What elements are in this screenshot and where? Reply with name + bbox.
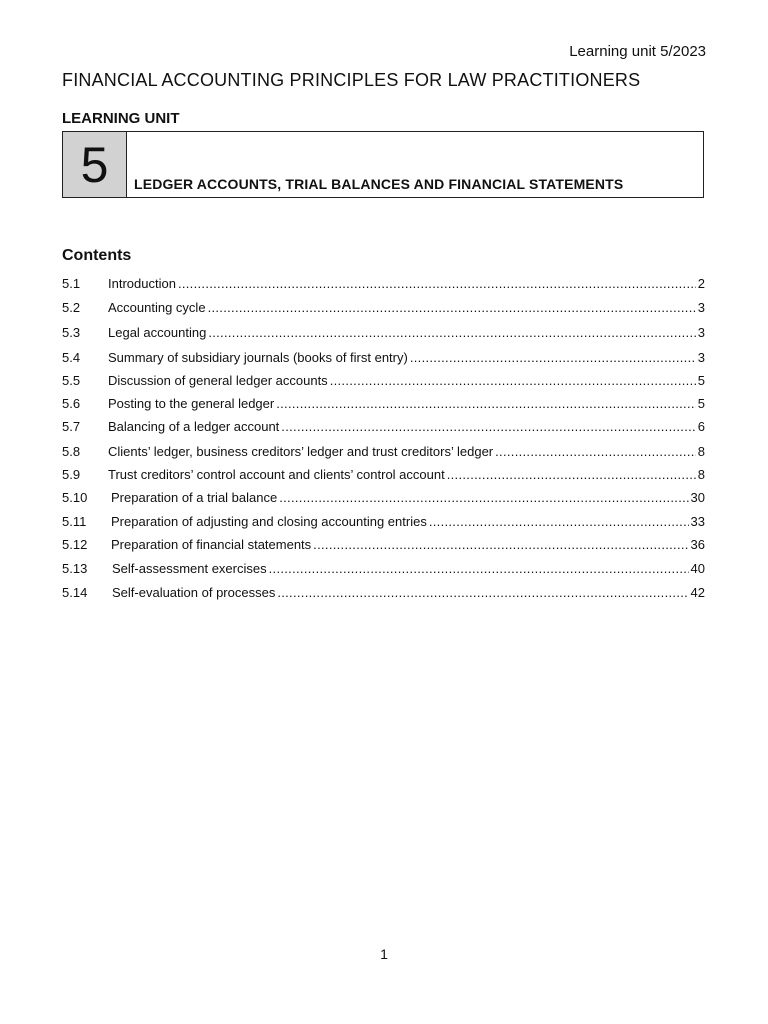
unit-reference: Learning unit 5/2023 [569, 43, 706, 60]
toc-leader [269, 560, 689, 578]
toc-text: Self-assessment exercises [112, 561, 267, 576]
toc-text: Preparation of adjusting and closing accounting entries [111, 514, 427, 529]
toc-number: 5.13 [62, 561, 88, 576]
toc-entry[interactable] [62, 372, 705, 390]
toc-number: 5.2 [62, 300, 81, 315]
toc-entry[interactable] [62, 466, 705, 484]
page-number: 1 [380, 946, 388, 962]
toc-text: Clients’ ledger, business creditors’ ledger and trust creditors’ ledger [108, 444, 494, 459]
toc-leader [281, 418, 695, 436]
toc-text: Summary of subsidiary journals (books of first entry) [108, 350, 408, 365]
toc-page: 36 [690, 537, 705, 552]
toc-leader [495, 443, 696, 461]
toc-page: 30 [690, 490, 705, 505]
contents-heading: Contents [62, 247, 132, 264]
toc-leader [178, 275, 696, 293]
toc-number: 5.14 [62, 585, 88, 600]
unit-number: 5 [63, 132, 127, 197]
toc-text: Posting to the general ledger [108, 396, 275, 411]
toc-page: 42 [690, 585, 705, 600]
toc-page: 33 [690, 514, 705, 529]
toc-entry[interactable] [62, 418, 705, 436]
toc-leader [208, 324, 695, 342]
toc-number: 5.3 [62, 325, 81, 340]
toc-entry[interactable] [62, 513, 705, 531]
toc-page: 3 [697, 350, 705, 365]
toc-text: Preparation of a trial balance [111, 490, 278, 505]
toc-page: 2 [697, 276, 705, 291]
toc-text: Discussion of general ledger accounts [108, 373, 328, 388]
toc-number: 5.8 [62, 444, 81, 459]
toc-entry[interactable] [62, 584, 705, 602]
toc-text: Legal accounting [108, 325, 207, 340]
toc-page: 8 [697, 444, 705, 459]
page-title: FINANCIAL ACCOUNTING PRINCIPLES FOR LAW PRACTITIONERS [62, 70, 641, 90]
toc-number: 5.6 [62, 396, 81, 411]
toc-leader [277, 584, 688, 602]
toc-entry[interactable] [62, 324, 705, 342]
toc-leader [330, 372, 696, 390]
unit-title-box [62, 131, 704, 198]
toc-leader [279, 489, 688, 507]
toc-entry[interactable] [62, 560, 705, 578]
toc-number: 5.9 [62, 467, 81, 482]
toc-leader [429, 513, 689, 531]
toc-entry[interactable] [62, 299, 705, 317]
unit-title: LEDGER ACCOUNTS, TRIAL BALANCES AND FINANCIAL STATEMENTS [134, 176, 624, 192]
toc-number: 5.1 [62, 276, 81, 291]
toc-page: 6 [697, 419, 705, 434]
toc-entry[interactable] [62, 275, 705, 293]
toc-text: Preparation of financial statements [111, 537, 312, 552]
toc-number: 5.11 [62, 514, 87, 529]
toc-number: 5.4 [62, 350, 81, 365]
toc-number: 5.7 [62, 419, 81, 434]
toc-entry[interactable] [62, 489, 705, 507]
toc-text: Self-evaluation of processes [112, 585, 276, 600]
toc-page: 8 [697, 467, 705, 482]
toc-entry[interactable] [62, 349, 705, 367]
toc-text: Trust creditors’ control account and clients’ control account [108, 467, 445, 482]
toc-page: 3 [697, 300, 705, 315]
toc-page: 40 [690, 561, 705, 576]
toc-number: 5.5 [62, 373, 81, 388]
toc-leader [208, 299, 696, 317]
toc-entry[interactable] [62, 395, 705, 413]
toc-leader [313, 536, 688, 554]
toc-text: Introduction [108, 276, 176, 291]
learning-unit-label: LEARNING UNIT [62, 110, 180, 127]
toc-entry[interactable] [62, 536, 705, 554]
toc-text: Accounting cycle [108, 300, 206, 315]
toc-leader [447, 466, 696, 484]
toc-text: Balancing of a ledger account [108, 419, 280, 434]
toc-leader [410, 349, 696, 367]
toc-page: 5 [697, 373, 705, 388]
toc-number: 5.10 [62, 490, 88, 505]
toc-entry[interactable] [62, 443, 705, 461]
toc-page: 3 [697, 325, 705, 340]
toc-number: 5.12 [62, 537, 88, 552]
toc-leader [276, 395, 696, 413]
toc-page: 5 [697, 396, 705, 411]
